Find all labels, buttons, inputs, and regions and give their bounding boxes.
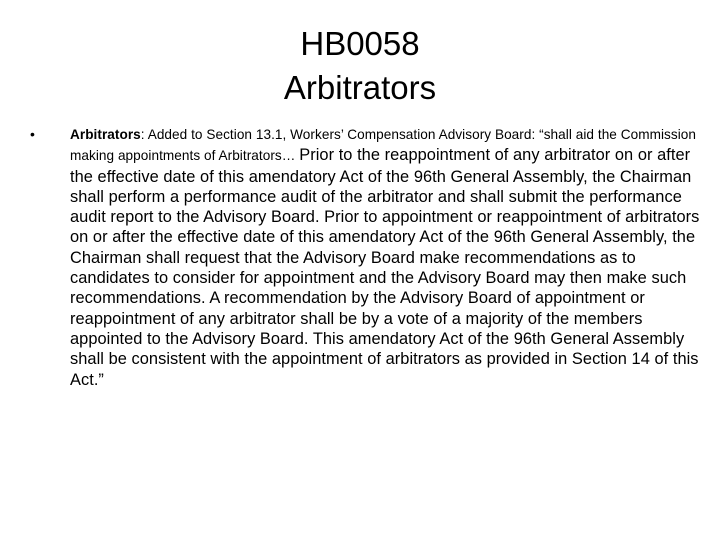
bullet-bold-lead: Arbitrators [70, 127, 141, 142]
title-bill-number: HB0058 [300, 25, 420, 62]
bullet-intro-text: : Added to Section 13.1, Workers’ Compensation Advisory Board: “shall aid the Commission making appointments of Arbitrators… [70, 127, 697, 164]
bullet-main-text: Prior to the reappointment of any arbitrator on or after the effective date of this amendatory Act of the 96th General Assembly, the Chairman shall perform a performance audit of the arbitrator and shall submit the performance audit report to the Advisory Board. Prior to appointment or reappointment of arbitrators on or after the effective date of this amendatory Act of the 96th General Assembly, the Chairman shall request that the Advisory Board make recommendations as to candidates to consider for appointment and the Advisory Board may then make such recommendations. A recommendation by the Advisory Board of appointment or reappointment of any arbitrator shall be by a vote of a majority of the members appointed to the Advisory Board. This amendatory Act of the 96th General Assembly shall be consistent with the appointment of arbitrators as provided in Section 14 of this Act.” [70, 146, 700, 389]
bullet-point-icon: • [30, 126, 35, 142]
title-topic: Arbitrators [283, 69, 437, 106]
bullet-text [70, 124, 700, 390]
slide-title [0, 22, 720, 110]
